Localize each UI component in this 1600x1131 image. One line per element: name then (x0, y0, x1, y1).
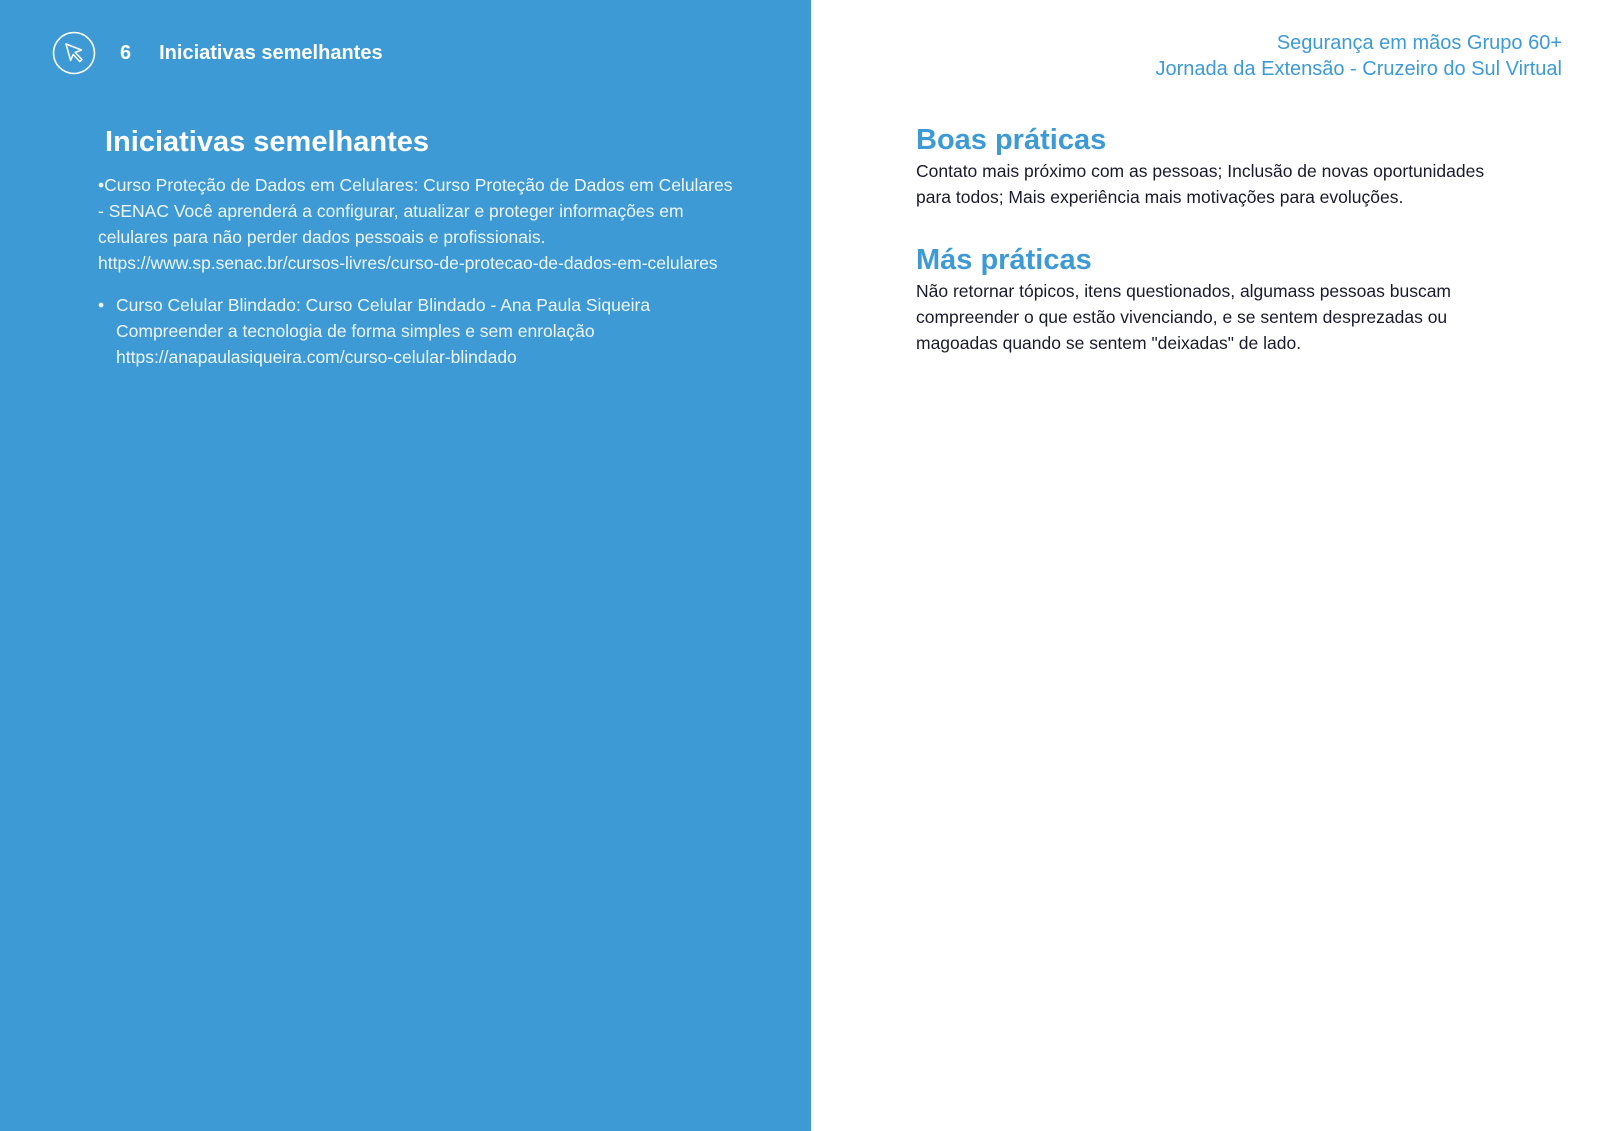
bullet-icon: • (98, 295, 105, 315)
section-number: 6 (120, 41, 132, 64)
section-title: Iniciativas semelhantes (159, 41, 383, 64)
initiatives-content (98, 122, 738, 370)
document-title-line-1: Segurança em mãos Grupo 60+ (1276, 32, 1562, 54)
initiatives-heading: Iniciativas semelhantes (105, 126, 429, 158)
practices-content (916, 122, 1516, 356)
cursor-click-icon (52, 31, 96, 75)
initiative-item-2 (98, 292, 738, 370)
initiative-item-1: •Curso Proteção de Dados em Celulares: Curso Proteção de Dados em Celulares - SENAC Você aprenderá a configurar, atualizar e proteger informações em celulares para não perder dados pessoais e profissionais. https://www.sp.senac.br/cursos-livres/curso-de-protecao-de-dados-em-celulares (98, 175, 733, 273)
good-practices-heading: Boas práticas (916, 124, 1107, 156)
initiative-item-2-text: Curso Celular Blindado: Curso Celular Blindado - Ana Paula Siqueira Compreender a tecnologia de forma simples e sem enrolação https://anapaulasiqueira.com/curso-celular-blindado (116, 295, 651, 367)
section-spacer (916, 210, 1516, 242)
document-title (1155, 30, 1562, 82)
bad-practices-heading: Más práticas (916, 244, 1092, 276)
section-header (52, 30, 383, 76)
good-practices-text: Contato mais próximo com as pessoas; Inclusão de novas oportunidades para todos; Mais experiência mais motivações para evoluções. (916, 161, 1485, 207)
bad-practices-text: Não retornar tópicos, itens questionados, algumass pessoas buscam compreender o que estão vivenciando, e se sentem desprezadas ou magoadas quando se sentem "deixadas" de lado. (916, 281, 1452, 353)
document-title-line-2: Jornada da Extensão - Cruzeiro do Sul Virtual (1155, 58, 1562, 80)
initiatives-list (98, 292, 738, 370)
